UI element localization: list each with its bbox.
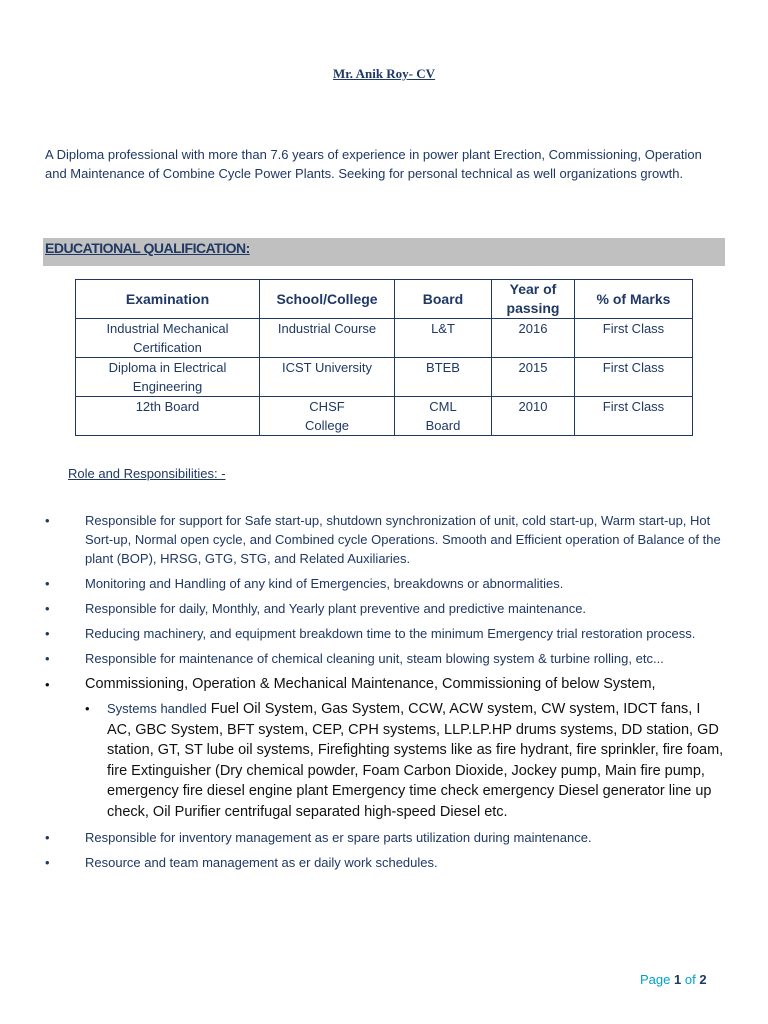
table-cell: Industrial Mechanical Certification: [76, 319, 260, 358]
column-header: School/College: [260, 280, 395, 319]
table-cell: 2015: [492, 358, 575, 397]
column-header: Examination: [76, 280, 260, 319]
column-header: Year of passing: [492, 280, 575, 319]
systems-text: Fuel Oil System, Gas System, CCW, ACW system, CW system, IDCT fans, I AC, GBC System, BFT system, CEP, CPH systems, LLP.LP.HP drums systems, DD station, GD station, GT, ST lube oil systems, Firefighting systems like as fire hydrant, fire sprinkler, fire foam, fire Extinguisher (Dry chemical powder, Foam Carbon Dioxide, Jockey pump, Main fire pump, emergency fire diesel engine plant Emergency time check emergency Diesel generator line up check, Oil Purifier centrifugal separated high-speed Diesel etc.: [107, 701, 724, 820]
bullet-icon: •: [45, 626, 50, 641]
table-cell: 2010: [492, 397, 575, 436]
list-item: [45, 828, 725, 847]
bullet-icon: •: [45, 601, 50, 616]
responsibilities-list: [45, 511, 725, 878]
table-cell: 12th Board: [76, 397, 260, 436]
list-item-text: Responsible for support for Safe start-up, shutdown synchronization of unit, cold start-up, Warm start-up, Hot Sort-up, Normal open cycle, and Combined cycle Operations. Smooth and Efficient operation of Balance of the plant (BOP), HRSG, GTG, STG, and Related Auxiliaries.: [85, 513, 721, 566]
table-cell: L&T: [395, 319, 492, 358]
cv-title: Mr. Anik Roy- CV: [332, 66, 436, 81]
sub-list-item: [85, 699, 725, 822]
table-row: [76, 358, 693, 397]
bullet-icon: •: [85, 701, 90, 716]
table-cell: CML Board: [395, 397, 492, 436]
education-table: [75, 279, 693, 436]
list-item-text: Responsible for daily, Monthly, and Yearly plant preventive and predictive maintenance.: [85, 601, 587, 616]
table-cell: First Class: [575, 397, 693, 436]
table-cell: 2016: [492, 319, 575, 358]
bullet-icon: •: [45, 513, 50, 528]
list-item: [45, 599, 725, 618]
table-row: [76, 319, 693, 358]
list-item-text: Reducing machinery, and equipment breakdown time to the minimum Emergency trial restoration process.: [85, 626, 696, 641]
list-item: [45, 674, 725, 822]
page-label: Page: [640, 972, 671, 987]
list-item-text: Responsible for maintenance of chemical cleaning unit, steam blowing system & turbine rolling, etc...: [85, 651, 664, 666]
professional-summary: A Diploma professional with more than 7.6 years of experience in power plant Erection, Commissioning, Operation and Maintenance of Combine Cycle Power Plants. Seeking for personal technical as well organizations growth.: [45, 147, 702, 181]
table-cell: First Class: [575, 319, 693, 358]
list-item: [45, 853, 725, 872]
bullet-icon: •: [45, 677, 50, 692]
list-item: [45, 649, 725, 668]
column-header: % of Marks: [575, 280, 693, 319]
list-item: [45, 624, 725, 643]
table-header-row: [76, 280, 693, 319]
list-item-text: Responsible for inventory management as er spare parts utilization during maintenance.: [85, 830, 592, 845]
table-cell: CHSF College: [260, 397, 395, 436]
roles-section-title: Role and Responsibilities: -: [68, 466, 226, 481]
page-number: [640, 972, 707, 987]
page-current: 1: [674, 972, 682, 987]
education-section-header: [43, 238, 725, 266]
bullet-icon: •: [45, 576, 50, 591]
list-item-text: Resource and team management as er daily work schedules.: [85, 855, 438, 870]
table-cell: First Class: [575, 358, 693, 397]
systems-sublist: [85, 699, 725, 822]
education-section-title: EDUCATIONAL QUALIFICATION:: [45, 240, 250, 256]
table-cell: Industrial Course: [260, 319, 395, 358]
bullet-icon: •: [45, 651, 50, 666]
table-row: [76, 397, 693, 436]
table-cell: Diploma in Electrical Engineering: [76, 358, 260, 397]
bullet-icon: •: [45, 830, 50, 845]
list-item-text: Commissioning, Operation & Mechanical Maintenance, Commissioning of below System,: [85, 676, 656, 692]
page-of-label: of: [684, 972, 696, 987]
table-cell: ICST University: [260, 358, 395, 397]
systems-lead-label: Systems handled: [107, 701, 207, 716]
bullet-icon: •: [45, 855, 50, 870]
list-item: [45, 574, 725, 593]
list-item: [45, 511, 725, 568]
column-header: Board: [395, 280, 492, 319]
table-cell: BTEB: [395, 358, 492, 397]
page-total: 2: [699, 972, 707, 987]
list-item-text: Monitoring and Handling of any kind of Emergencies, breakdowns or abnormalities.: [85, 576, 564, 591]
